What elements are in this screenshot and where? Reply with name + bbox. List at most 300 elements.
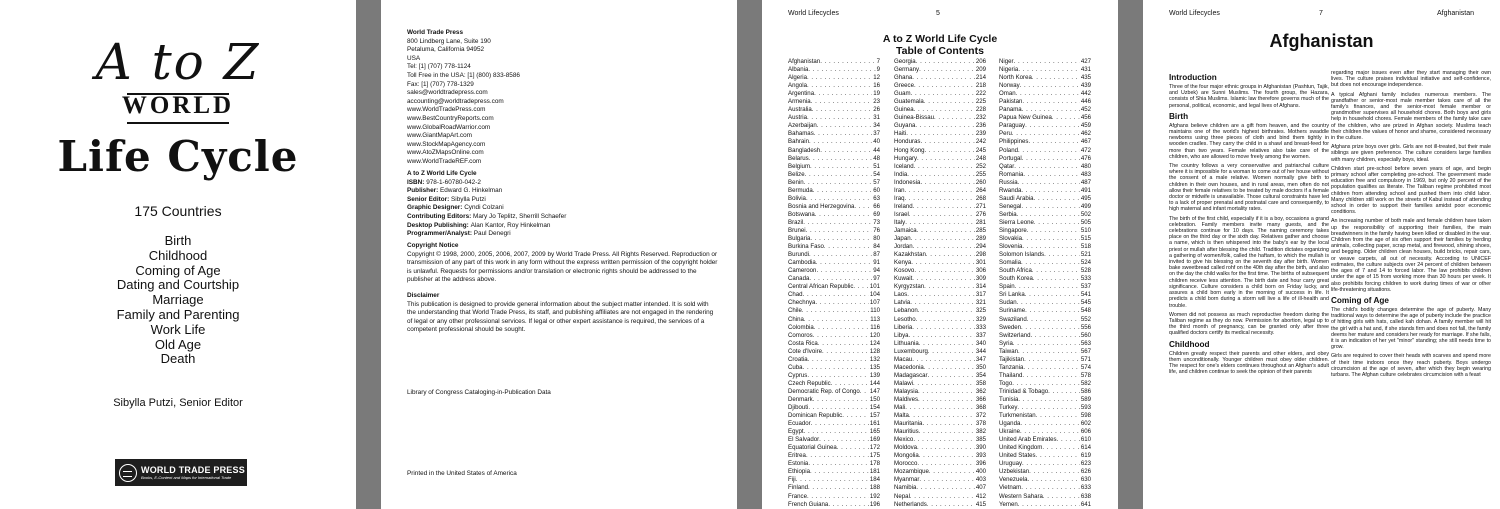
toc-entry[interactable] [999,468,1091,476]
toc-leader-dots [905,404,975,412]
toc-page-number: 48 [873,154,880,162]
toc-page-number: 548 [1080,307,1091,315]
toc-leader-dots [806,227,873,235]
toc-leader-dots [934,114,975,122]
toc-country: Kazakhstan [894,251,926,259]
toc-entry[interactable] [894,171,986,179]
loc-data: Library of Congress Cataloging-in-Publication Data [407,389,551,396]
toc-entry[interactable] [894,58,986,66]
cover-topic: Birth [164,233,192,248]
toc-entry[interactable] [999,348,1091,356]
toc-leader-dots [818,340,869,348]
toc-country: Algeria [788,74,807,82]
toc-entry[interactable] [788,106,880,114]
toc-page-number: 51 [873,162,880,170]
toc-entry[interactable] [999,412,1091,420]
toc-page-number: 593 [1080,404,1091,412]
toc-entry[interactable] [999,259,1091,267]
toc-entry[interactable] [999,356,1091,364]
toc-entry[interactable] [999,452,1091,460]
toc-entry[interactable] [894,412,986,420]
toc-entry[interactable] [894,356,986,364]
toc-page-number: 60 [873,186,880,194]
toc-entry[interactable] [788,98,880,106]
toc-entry[interactable] [788,348,880,356]
toc-page-number: 502 [1080,210,1091,218]
toc-entry[interactable] [999,235,1091,243]
toc-entry[interactable] [788,332,880,340]
toc-entry[interactable] [788,275,880,283]
toc-entry[interactable] [894,460,986,468]
cover-rule-bottom [127,122,229,124]
toc-country: United Kingdom [999,444,1043,452]
toc-entry[interactable] [999,203,1091,211]
cover-topic: Dating and Courtship [116,277,240,293]
toc-entry[interactable] [999,66,1091,74]
toc-entry[interactable] [788,356,880,364]
toc-entry[interactable] [894,493,986,501]
toc-page-number: 407 [975,484,986,492]
toc-leader-dots [1029,468,1080,476]
toc-country: Lebanon [894,307,918,315]
toc-country: Guinea [894,106,914,114]
toc-entry[interactable] [999,227,1091,235]
toc-entry[interactable] [788,299,880,307]
toc-entry[interactable] [788,211,880,219]
toc-entry[interactable] [999,187,1091,195]
toc-entry[interactable] [788,340,880,348]
toc-entry[interactable] [788,476,880,484]
toc-leader-dots [1048,388,1080,396]
phone-line: Toll Free in the USA: [1] (800) 833-8586 [407,71,520,79]
credit-line: Publisher: Edward G. Hinkelman [407,187,503,195]
toc-page-number: 147 [869,387,880,395]
toc-entry[interactable] [788,412,880,420]
toc-country: Myanmar [894,476,920,484]
toc-entry[interactable] [788,66,880,74]
toc-entry[interactable] [894,468,986,476]
toc-entry[interactable] [999,163,1091,171]
toc-leader-dots [811,98,873,106]
toc-entry[interactable] [999,501,1091,509]
toc-page-number: 459 [1080,122,1091,130]
toc-entry[interactable] [788,283,880,291]
toc-page-number: 7 [876,58,880,65]
toc-entry[interactable] [894,324,986,332]
toc-entry[interactable] [894,348,986,356]
toc-entry[interactable] [999,388,1091,396]
toc-entry[interactable] [999,275,1091,283]
toc-entry[interactable] [894,380,986,388]
toc-entry[interactable] [999,332,1091,340]
toc-entry[interactable] [999,380,1091,388]
toc-entry[interactable] [788,195,880,203]
toc-entry[interactable] [894,396,986,404]
toc-leader-dots [854,203,872,211]
toc-leader-dots [811,420,869,428]
paragraph: The birth of the first child, especially if it is a boy, occasions a grand celebration. Family members invite many guests, and the celebrations continue for 10 days. The naming ceremony takes place on the third day or the sixth day. Relatives gather and choose a name, which is then whispered into the baby's ear by the local priest or mullah after blessing the child. Tradition dictates organizing a gathering of women/folk, called the haftam, to which the mullah is invited to give his blessing on the seventh day after birth. Women bake sweetbread called rohf on the 40th day after the birth, and also on the day the child walks for the first time. The births of subsequent children receive less attention. The birth date and hour carry great significance. Culture considers a child born on Friday lucky, and assures a child born early in the morning of success in life. It predicts a child born during a storm will live a life of ill-health and trouble. [1169,215,1329,309]
toc-entry[interactable] [788,122,880,130]
toc-page-number: 638 [1080,492,1091,500]
toc-page-number: 87 [873,251,880,259]
toc-leader-dots [915,122,974,130]
toc-country: Finland [788,484,808,492]
toc-entry[interactable] [894,90,986,98]
toc-entry[interactable] [999,58,1091,66]
toc-leader-dots [837,444,869,452]
toc-entry[interactable] [894,452,986,460]
toc-entry[interactable] [999,396,1091,404]
toc-entry[interactable] [894,122,986,130]
toc-page-number: 385 [975,436,986,444]
toc-country: Ghana [894,74,913,82]
toc-entry[interactable] [999,428,1091,436]
toc-country: Burundi [788,251,810,259]
toc-entry[interactable] [999,195,1091,203]
toc-entry[interactable] [788,452,880,460]
toc-entry[interactable] [894,219,986,227]
toc-entry[interactable] [999,460,1091,468]
toc-entry[interactable] [894,82,986,90]
toc-country: Chile [788,307,802,315]
toc-entry[interactable] [999,364,1091,372]
toc-entry[interactable] [999,122,1091,130]
toc-leader-dots [819,436,869,444]
toc-entry[interactable] [999,98,1091,106]
toc-entry[interactable] [894,316,986,324]
toc-entry[interactable] [788,74,880,82]
toc-entry[interactable] [788,380,880,388]
toc-entry[interactable] [999,307,1091,315]
website-link[interactable]: www.BestCountryReports.com [407,114,494,122]
toc-leader-dots [809,155,873,163]
toc-entry[interactable] [788,114,880,122]
toc-entry[interactable] [894,235,986,243]
toc-page-number: 606 [1080,428,1091,436]
toc-entry[interactable] [999,179,1091,187]
toc-entry[interactable] [788,291,880,299]
toc-entry[interactable] [999,476,1091,484]
toc-entry[interactable] [894,179,986,187]
toc-country: Central African Republic [788,283,854,291]
toc-leader-dots [1018,147,1080,155]
toc-entry[interactable] [999,267,1091,275]
toc-entry[interactable] [894,243,986,251]
toc-country: Peru [999,130,1012,138]
toc-page-number: 209 [975,66,986,74]
toc-entry[interactable] [999,74,1091,82]
toc-entry[interactable] [999,484,1091,492]
website-link[interactable]: www.GlobalRoadWarrior.com [407,123,491,131]
toc-page-number: 480 [1080,162,1091,170]
toc-entry[interactable] [788,138,880,146]
toc-entry[interactable] [999,251,1091,259]
toc-entry[interactable] [894,147,986,155]
toc-entry[interactable] [999,171,1091,179]
toc-entry[interactable] [788,324,880,332]
toc-page-number: 214 [975,74,986,82]
toc-leader-dots [1023,364,1079,372]
toc-entry[interactable] [999,155,1091,163]
toc-entry[interactable] [788,203,880,211]
toc-entry[interactable] [788,147,880,155]
toc-page-number: 157 [869,412,880,420]
toc-entry[interactable] [788,501,880,509]
toc-entry[interactable] [788,388,880,396]
toc-entry[interactable] [788,307,880,315]
toc-entry[interactable] [788,444,880,452]
toc-country: Namibia [894,484,917,492]
toc-entry[interactable] [894,114,986,122]
toc-entry[interactable] [999,404,1091,412]
toc-page-number: 545 [1080,299,1091,307]
toc-country: Thailand [999,371,1023,379]
toc-entry[interactable] [894,428,986,436]
toc-country: Macedonia [894,363,924,371]
toc-entry[interactable] [999,324,1091,332]
toc-entry[interactable] [894,291,986,299]
disclaimer-heading: Disclaimer [407,292,440,299]
toc-entry[interactable] [894,299,986,307]
toc-country: Tajikistan [999,355,1025,363]
toc-column [894,58,986,509]
toc-leader-dots [822,348,869,356]
toc-page-number: 268 [975,194,986,202]
toc-page-number: 91 [873,259,880,267]
toc-page-number: 228 [975,106,986,114]
toc-entry[interactable] [788,484,880,492]
toc-entry[interactable] [894,476,986,484]
paragraph: regarding major issues even after they start managing their own lives. The culture praises individual initiative and self-confidence, but does not encourage independence. [1331,70,1491,89]
toc-entry[interactable] [894,163,986,171]
toc-leader-dots [1012,130,1080,138]
section-heading: Coming of Age [1331,295,1389,305]
toc-country: South Korea [999,275,1033,283]
toc-page-number: 298 [975,251,986,259]
toc-entry[interactable] [999,90,1091,98]
toc-entry[interactable] [788,187,880,195]
toc-page-number: 400 [975,468,986,476]
toc-page-number: 427 [1080,58,1091,65]
toc-entry[interactable] [788,460,880,468]
toc-country: Yemen [999,500,1018,508]
toc-entry[interactable] [999,340,1091,348]
toc-leader-dots [1018,66,1080,74]
toc-entry[interactable] [894,251,986,259]
toc-entry[interactable] [788,243,880,251]
toc-leader-dots [912,356,975,364]
email-link[interactable]: accounting@worldtradepress.com [407,97,504,105]
toc-entry[interactable] [894,211,986,219]
toc-entry[interactable] [788,171,880,179]
toc-entry[interactable] [788,163,880,171]
toc-leader-dots [1022,155,1080,163]
toc-entry[interactable] [999,114,1091,122]
toc-leader-dots [814,90,872,98]
toc-entry[interactable] [788,227,880,235]
toc-leader-dots [1021,259,1080,267]
website-link[interactable]: www.AtoZMapsOnline.com [407,149,484,157]
toc-page-number: 641 [1080,500,1091,508]
toc-entry[interactable] [894,364,986,372]
toc-entry[interactable] [999,316,1091,324]
toc-entry[interactable] [999,130,1091,138]
toc-entry[interactable] [894,484,986,492]
toc-entry[interactable] [999,372,1091,380]
toc-country: Kosovo [894,267,915,275]
email-link[interactable]: sales@worldtradepress.com [407,89,488,97]
toc-entry[interactable] [999,219,1091,227]
toc-leader-dots [917,460,974,468]
toc-entry[interactable] [788,267,880,275]
toc-leader-dots [1015,283,1080,291]
toc-entry[interactable] [999,283,1091,291]
toc-entry[interactable] [894,307,986,315]
toc-entry[interactable] [999,243,1091,251]
toc-entry[interactable] [894,66,986,74]
toc-leader-dots [824,243,872,251]
toc-leader-dots [806,452,869,460]
toc-entry[interactable] [894,138,986,146]
toc-leader-dots [919,428,975,436]
toc-entry[interactable] [894,420,986,428]
website-link[interactable]: www.WorldTradeREF.com [407,157,482,165]
toc-entry[interactable] [894,98,986,106]
toc-page-number: 528 [1080,267,1091,275]
toc-entry[interactable] [894,155,986,163]
toc-country: Mali [894,404,906,412]
toc-entry[interactable] [788,259,880,267]
toc-entry[interactable] [894,130,986,138]
toc-entry[interactable] [894,340,986,348]
toc-page-number: 76 [873,226,880,234]
toc-leader-dots [1022,372,1079,380]
toc-entry[interactable] [894,275,986,283]
toc-leader-dots [924,283,975,291]
page-number: 7 [1319,10,1323,17]
toc-entry[interactable] [894,203,986,211]
toc-country: Belgium [788,162,811,170]
toc-entry[interactable] [894,259,986,267]
toc-page-number: 358 [975,379,986,387]
website-link[interactable]: www.WorldTradePress.com [407,106,486,114]
toc-page-number: 354 [975,371,986,379]
toc-entry[interactable] [788,364,880,372]
toc-leader-dots [1052,114,1080,122]
toc-country: Uganda [999,420,1021,428]
toc-entry[interactable] [894,283,986,291]
toc-entry[interactable] [788,436,880,444]
toc-page-number: 325 [975,307,986,315]
website-link[interactable]: www.GiantMapArt.com [407,132,472,140]
toc-country: Mauritius [894,428,919,436]
toc-country: Sierra Leone [999,218,1034,226]
toc-entry[interactable] [788,420,880,428]
toc-country: Colombia [788,323,814,331]
toc-entry[interactable] [788,82,880,90]
toc-entry[interactable] [894,267,986,275]
toc-entry[interactable] [894,436,986,444]
toc-entry[interactable] [894,227,986,235]
toc-entry[interactable] [894,372,986,380]
publisher-name: World Trade Press [407,29,463,36]
toc-page-number: 556 [1080,323,1091,331]
toc-entry[interactable] [788,90,880,98]
toc-country: Denmark [788,395,813,403]
toc-entry[interactable] [999,82,1091,90]
toc-entry[interactable] [788,493,880,501]
toc-country: Croatia [788,355,808,363]
toc-entry[interactable] [788,155,880,163]
website-link[interactable]: www.StockMapAgency.com [407,140,486,148]
toc-entry[interactable] [999,299,1091,307]
toc-country: Philippines [999,138,1029,146]
toc-entry[interactable] [788,404,880,412]
toc-entry[interactable] [894,388,986,396]
toc-entry[interactable] [788,179,880,187]
toc-entry[interactable] [788,58,880,66]
toc-entry[interactable] [894,187,986,195]
toc-page-number: 309 [975,275,986,283]
toc-entry[interactable] [999,138,1091,146]
toc-entry[interactable] [999,436,1091,444]
toc-entry[interactable] [999,211,1091,219]
toc-country: Cuba [788,363,803,371]
toc-leader-dots [1057,436,1080,444]
toc-country: Mozambique [894,468,929,476]
toc-page-number: 206 [975,58,986,65]
toc-entry[interactable] [788,219,880,227]
toc-country: Burkina Faso [788,243,824,251]
toc-entry[interactable] [788,428,880,436]
toc-leader-dots [920,138,974,146]
toc-entry[interactable] [894,332,986,340]
toc-entry[interactable] [999,147,1091,155]
toc-entry[interactable] [788,235,880,243]
toc-page-number: 567 [1080,347,1091,355]
toc-entry[interactable] [788,251,880,259]
toc-entry[interactable] [999,291,1091,299]
toc-entry[interactable] [894,501,986,509]
toc-entry[interactable] [999,106,1091,114]
toc-leader-dots [924,98,975,106]
toc-entry[interactable] [788,316,880,324]
toc-page-number: 491 [1080,186,1091,194]
toc-entry[interactable] [999,444,1091,452]
disclaimer-text: This publication is designed to provide general information about the subject matter intended. It is sold with the understanding that World Trade Press, its staff, and publishing affiliates are not engaged in the rendering of legal or any other professional services. If legal or other expert assistance is required, the services of a competent professional should be sought. [407,300,714,334]
toc-country: Sweden [999,323,1022,331]
toc-entry[interactable] [894,74,986,82]
toc-page-number: 382 [975,428,986,436]
toc-leader-dots [917,227,975,235]
toc-entry[interactable] [894,106,986,114]
toc-page-number: 518 [1080,243,1091,251]
toc-country: Uruguay [999,460,1023,468]
toc-country: Portugal [999,154,1022,162]
toc-page-number: 236 [975,122,986,130]
toc-entry[interactable] [788,468,880,476]
toc-entry[interactable] [788,396,880,404]
toc-entry[interactable] [999,420,1091,428]
toc-entry[interactable] [788,372,880,380]
toc-country: Bolivia [788,194,806,202]
toc-entry[interactable] [894,195,986,203]
toc-entry[interactable] [894,444,986,452]
publisher-logo [115,459,247,486]
toc-entry[interactable] [894,404,986,412]
toc-entry[interactable] [788,130,880,138]
toc-entry[interactable] [999,493,1091,501]
